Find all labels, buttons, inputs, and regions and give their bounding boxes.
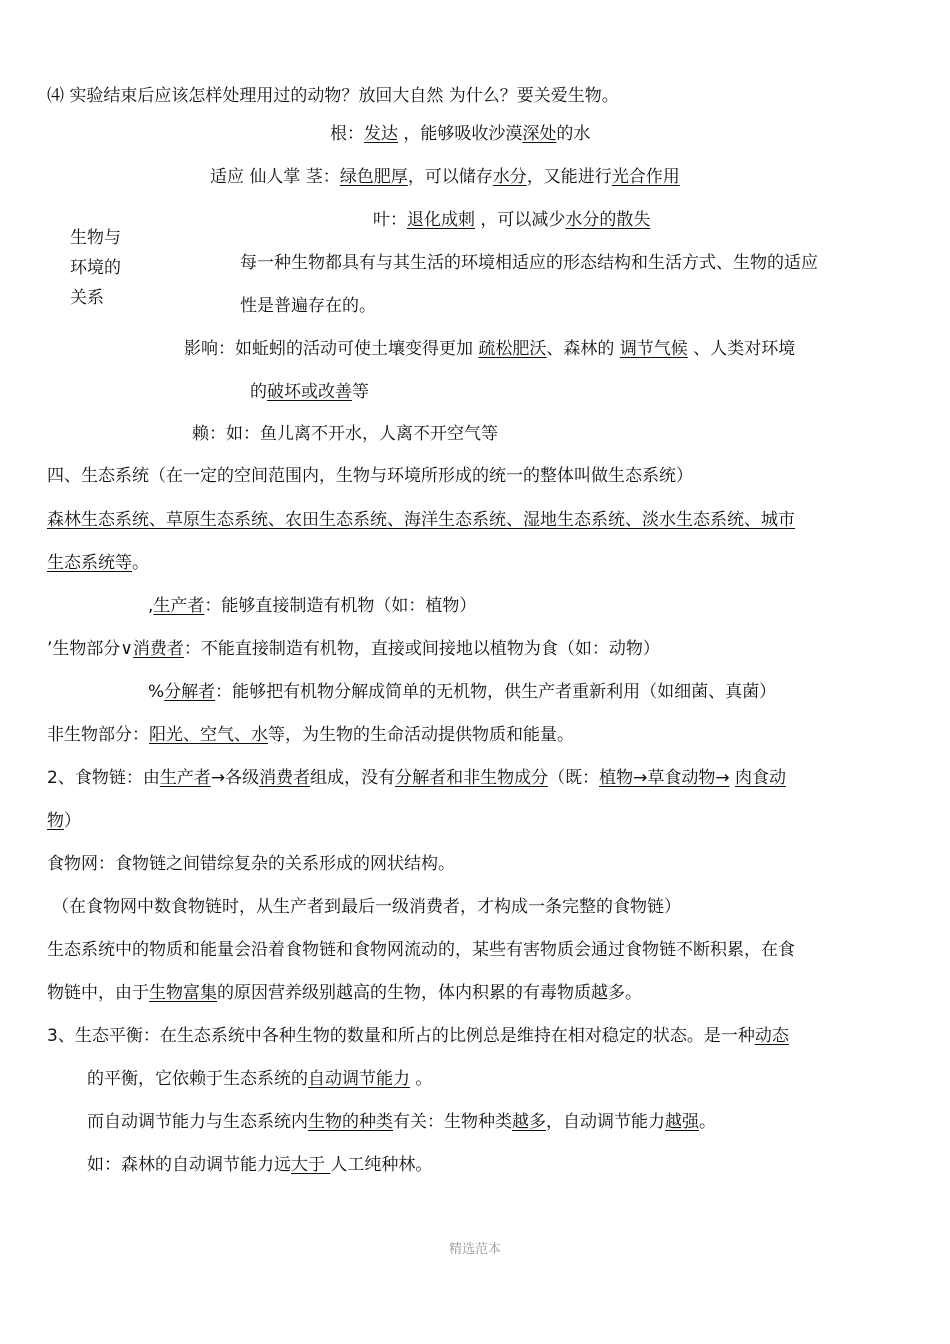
line-balance-3: 而自动调节能力与生态系统内生物的种类有关：生物种类越多，自动调节能力越强。 [87, 1112, 716, 1132]
line-cactus-stem: 适应 仙人掌 茎：绿色肥厚，可以储存水分，又能进行光合作用 [210, 167, 680, 187]
line-dependence: 赖：如：鱼儿离不开水，人离不开空气等 [192, 424, 498, 444]
page-footer: 精选范本 [448, 1242, 501, 1257]
line-adaptation-general-1: 每一种生物都具有与其生活的环境相适应的形态结构和生活方式、生物的适应 [240, 253, 818, 273]
section-4-title: 四、生态系统（在一定的空间范围内，生物与环境所形成的统一的整体叫做生态系统） [47, 466, 693, 486]
line-influence-1: 影响：如蚯蚓的活动可使土壤变得更加 疏松肥沃、森林的 调节气候 、人类对环境 [184, 339, 796, 359]
line-influence-2: 的破坏或改善等 [250, 382, 369, 402]
side-label-line-1: 生物与 [70, 228, 121, 248]
line-balance-1: 3、生态平衡：在生态系统中各种生物的数量和所占的比例总是维持在相对稳定的状态。是一种动态 [47, 1026, 789, 1046]
line-adaptation-general-2: 性是普遍存在的。 [240, 296, 376, 316]
line-experiment-question: ⑷ 实验结束后应该怎样处理用过的动物？放回大自然 为什么？要关爱生物。 [47, 86, 619, 106]
line-cactus-root: 根：发达 ，能够吸收沙漠深处的水 [330, 124, 591, 144]
line-nonbiological: 非生物部分：阳光、空气、水等，为生物的生命活动提供物质和能量。 [47, 725, 574, 745]
line-food-chain-2: 物） [47, 811, 81, 831]
ecosystem-types-1: 森林生态系统、草原生态系统、农田生态系统、海洋生态系统、湿地生态系统、淡水生态系统、城市 [47, 510, 795, 530]
line-food-web-note: （在食物网中数食物链时，从生产者到最后一级消费者，才构成一条完整的食物链） [52, 897, 681, 917]
ecosystem-types-2: 生态系统等。 [47, 553, 149, 573]
line-flow-1: 生态系统中的物质和能量会沿着食物链和食物网流动的，某些有害物质会通过食物链不断积累，在食 [47, 940, 795, 960]
side-label-line-3: 关系 [70, 288, 104, 308]
line-consumer: ’生物部分∨消费者：不能直接制造有机物，直接或间接地以植物为食（如：动物） [47, 639, 660, 659]
line-decomposer: %分解者：能够把有机物分解成简单的无机物，供生产者重新利用（如细菌、真菌） [148, 682, 777, 702]
line-balance-4: 如：森林的自动调节能力远大于 人工纯种林。 [87, 1155, 433, 1175]
line-producer: ,生产者：能够直接制造有机物（如：植物） [148, 596, 477, 616]
line-flow-2: 物链中，由于生物富集的原因营养级别越高的生物，体内积累的有毒物质越多。 [47, 983, 642, 1003]
line-food-chain-1: 2、食物链：由生产者→各级消费者组成，没有分解者和非生物成分（既：植物→草食动物→ 肉食动 [47, 768, 786, 788]
line-food-web: 食物网：食物链之间错综复杂的关系形成的网状结构。 [47, 854, 455, 874]
line-balance-2: 的平衡，它依赖于生态系统的自动调节能力 。 [87, 1069, 433, 1089]
line-cactus-leaf: 叶：退化成刺 ，可以减少水分的散失 [373, 210, 651, 230]
side-label-line-2: 环境的 [70, 258, 121, 278]
